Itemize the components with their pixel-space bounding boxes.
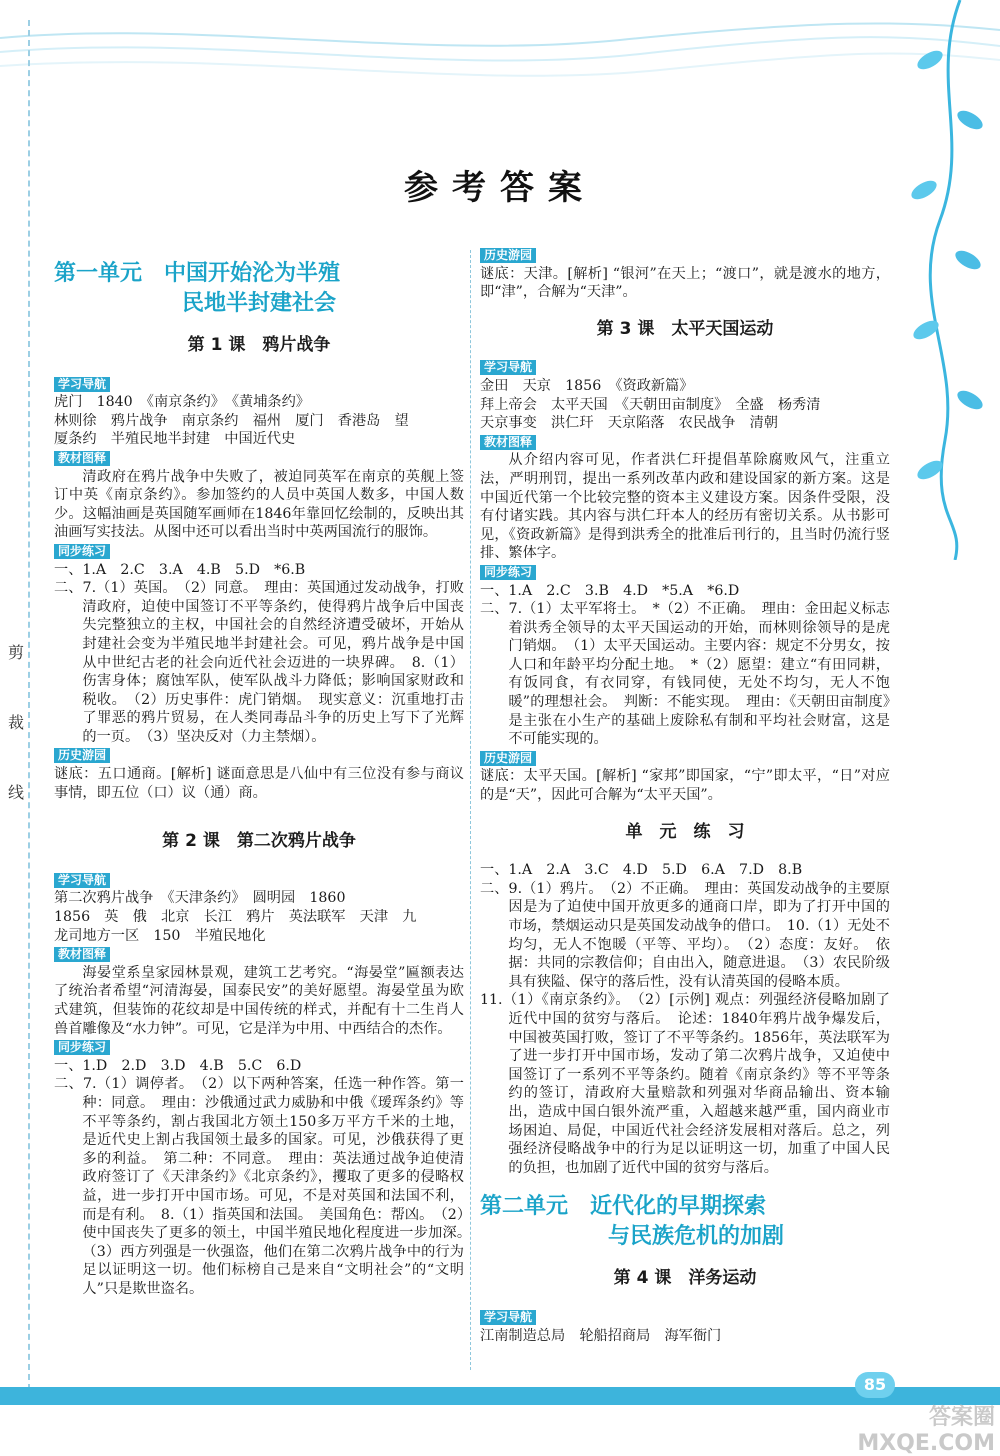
- unit-2-title: [480, 1191, 890, 1251]
- guide-line: 金田 天京 1856 《资政新篇》: [480, 377, 694, 394]
- left-column: [54, 250, 479, 1299]
- section-tag-guide: 学习导航: [480, 360, 536, 375]
- practice-answers-choice: 一、1.A 2.C 3.A 4.B 5.D *6.B: [54, 561, 306, 578]
- page-number: 85: [855, 1372, 895, 1398]
- riddle-answer: 谜底：天津。[解析] “银河”在天上；“渡口”，就是渡水的地方，即“津”，合解为“天津”。: [480, 265, 890, 301]
- cut-mark: 剪: [8, 643, 25, 662]
- top-wave-decoration: [0, 0, 1000, 120]
- lesson-1-title: 第 1 课 鸦片战争: [187, 335, 331, 355]
- guide-line: 龙司地方一区 150 半殖民地化: [54, 927, 266, 944]
- unit-2-title-line2: 与民族危机的加剧: [608, 1223, 785, 1250]
- guide-line: 林则徐 鸦片战争 南京条约 福州 厦门 香港岛 望: [54, 412, 409, 429]
- section-tag-picture: 教材图释: [480, 435, 536, 450]
- guide-line: 江南制造总局 轮船招商局 海军衙门: [480, 1327, 722, 1344]
- riddle-answer: 谜底：太平天国。[解析] “家邦”即国家，“宁”即太平，“日”对应的是“天”，因此可合解为“太平天国”。: [480, 768, 890, 804]
- page-title: 参考答案: [404, 168, 596, 208]
- section-tag-picture: 教材图释: [54, 947, 110, 962]
- riddle-answer: 谜底：五口通商。[解析] 谜面意思是八仙中有三位没有参与商议事情，即五位（口）议（通）商。: [54, 766, 464, 801]
- unit-practice-open: 二、9.（1）鸦片。 （2）不正确。 理由：英国发动战争的主要原因是为了迫使中国开放更多的通商口岸，即为了打开中国的市场，禁烟运动只是英国发动战争的借口。 10.（1）无处不均匀，无人不饱暖（平等、平均）。 （2）态度：友好。 依据：共同的宗教信仰；自由出入，随意进退。 （3）农民阶级具有狭隘、保守的落后性，没有认清英国的侵略本质。: [480, 880, 890, 990]
- practice-answers-choice: 一、1.D 2.D 3.D 4.B 5.C 6.D: [54, 1057, 302, 1074]
- guide-line: 1856 英 俄 北京 长江 鸦片 英法联军 天津 九: [54, 909, 417, 926]
- practice-answers-open: 二、7.（1）英国。 （2）同意。 理由：英国通过发动战争，打败清政府，迫使中国签订不平等条约，使得鸦片战争后中国丧失完整独立的主权，中国社会的自然经济遭受破坏，开始从封建社会变为半殖民地半封建社会。可见，鸦片战争是中国从中世纪古老的社会向近代社会迈进的一块界碑。 8.（1）伤害身体；腐蚀军队，使军队战斗力降低；影响国家财政和税收。 （2）历史事件：虎门销烟。 现实意义：沉重地打击了罪恶的鸦片贸易，在人类同毒品斗争的历史上写下了光辉的一页。 （3）坚决反对（力主禁烟）。: [54, 580, 464, 745]
- unit-1-title: [54, 258, 464, 318]
- bottom-bar: [0, 1387, 1000, 1405]
- lesson-3-title: 第 3 课 太平天国运动: [596, 318, 774, 339]
- watermark: 答案圈 MXQE.COM: [857, 1405, 995, 1456]
- guide-line: 天京事变 洪仁玕 天京陷落 农民战争 清朝: [480, 415, 778, 432]
- practice-answers-choice: 一、1.A 2.C 3.B 4.D *5.A *6.D: [480, 582, 740, 599]
- picture-explanation: 从介绍内容可见，作者洪仁玕提倡革除腐败风气，注重立法，严明刑罚，提出一系列改革内政和建设国家的新方案。这是中国近代第一个比较完整的资本主义建设方案。因条件受限，没有付诸实践。其内容与洪仁玕本人的经历有密切关系。从书影可见，《资政新篇》是得到洪秀全的批准后刊行的，且当时仍流行竖排、繁体字。: [480, 452, 890, 562]
- picture-explanation: 海晏堂系皇家园林景观，建筑工艺考究。“海晏堂”匾额表达了统治者希望“河清海晏，国泰民安”的美好愿望。海晏堂虽为欧式建筑，但装饰的花纹却是中国传统的样式，并配有十二生肖人兽首雕像及“水力钟”。可见，它是洋为中用、中西结合的杰作。: [54, 964, 464, 1037]
- practice-answers-open: 二、7.（1）太平军将士。 *（2）不正确。 理由：金田起义标志着洪秀全领导的太平天国运动的开始，而林则徐领导的是虎门销烟。 （1）太平天国运动。主要内容：规定不分男女，按人口和年龄平均分配土地。 *（2）愿望：建立“有田同耕，有饭同食，有衣同穿，有钱同使，无处不均匀，无人不饱暖”的理想社会。 判断：不能实现。 理由：《天朝田亩制度》是主张在小生产的基础上废除私有制和平均社会财富，这是不可能实现的。: [480, 601, 890, 748]
- lesson-4-title: 第 4 课 洋务运动: [613, 1268, 757, 1289]
- guide-line: 虎门 1840 《南京条约》 《黄埔条约》: [54, 394, 310, 411]
- section-tag-guide: 学习导航: [54, 873, 110, 888]
- section-tag-guide: 学习导航: [480, 1310, 536, 1325]
- cut-mark: 裁: [8, 713, 25, 732]
- unit-1-title-line1: 第一单元 中国开始沦为半殖: [54, 260, 341, 286]
- section-tag-picture: 教材图释: [54, 451, 110, 466]
- section-tag-game: 历史游园: [480, 248, 536, 263]
- right-column: [480, 246, 890, 1345]
- guide-line: 拜上帝会 太平天国 《天朝田亩制度》 全盛 杨秀清: [480, 396, 821, 413]
- picture-explanation: 清政府在鸦片战争中失败了，被迫同英军在南京的英舰上签订中英《南京条约》。参加签约的人员中英国人数多，中国人数少。这幅油画是英国随军画师在1846年靠回忆绘制的，反映出其油画写实技法。从图中还可以看出当时中英两国流行的服饰。: [54, 468, 464, 541]
- unit-practice-title: 单 元 练 习: [625, 821, 745, 842]
- section-tag-game: 历史游园: [54, 748, 110, 763]
- section-tag-practice: 同步练习: [54, 1040, 110, 1055]
- unit-practice-choice: 一、1.A 2.A 3.C 4.D 5.D 6.A 7.D 8.B: [480, 862, 803, 879]
- section-tag-guide: 学习导航: [54, 377, 110, 392]
- guide-line: 厦条约 半殖民地半封建 中国近代史: [54, 431, 296, 448]
- section-tag-practice: 同步练习: [54, 544, 110, 559]
- column-divider: [470, 250, 471, 1370]
- cut-mark: 线: [8, 783, 25, 802]
- guide-line: 第二次鸦片战争 《天津条约》 圆明园 1860: [54, 890, 346, 907]
- unit-2-title-line1: 第二单元 近代化的早期探索: [480, 1193, 767, 1220]
- unit-1-title-line2: 民地半封建社会: [182, 290, 337, 316]
- cut-line: [28, 20, 36, 1390]
- section-tag-game: 历史游园: [480, 751, 536, 766]
- practice-answers-open: 二、7.（1）调停者。 （2）以下两种答案，任选一种作答。第一种：同意。 理由：沙俄通过武力威胁和中俄《瑷珲条约》等不平等条约，割占我国北方领土150多万平方千米的土地，是近代史上割占我国领土最多的国家。可见，沙俄获得了更多的利益。 第二种：不同意。 理由：英法通过战争迫使清政府签订了《天津条约》《北京条约》，攫取了更多的侵略权益，进一步打开中国市场。可见，不是对英国和法国不利，而是有利。 8.（1）指英国和法国。 美国角色：帮凶。 （2）使中国丧失了更多的领土，中国半殖民地化程度进一步加深。 （3）西方列强是一伙强盗，他们在第二次鸦片战争中的行为足以证明这一切。他们标榜自己是来自“文明社会”的“文明人”只是欺世盗名。: [54, 1076, 479, 1297]
- lesson-2-title: 第 2 课 第二次鸦片战争: [162, 831, 356, 852]
- unit-practice-open: 11.（1）《南京条约》。 （2）[示例] 观点：列强经济侵略加剧了近代中国的贫穷与落后。 论述：1840年鸦片战争爆发后，中国被英国打败，签订了不平等条约。1856年，英法联军为了进一步打开中国市场，发动了第二次鸦片战争，又迫使中国签订了一系列不平等条约。随着《南京条约》等不平等条约的签订，清政府大量赔款和列强对华商品输出、资本输出，造成中国白银外流严重，入超越来越严重，国内商业市场困迫、局促，中国近代社会经济发展相对落后。总之，列强经济侵略战争中的行为足以证明这一切，加重了中国人民的负担，也加剧了近代中国的贫穷与落后。: [480, 992, 890, 1176]
- vine-decoration: [890, 0, 1000, 560]
- section-tag-practice: 同步练习: [480, 565, 536, 580]
